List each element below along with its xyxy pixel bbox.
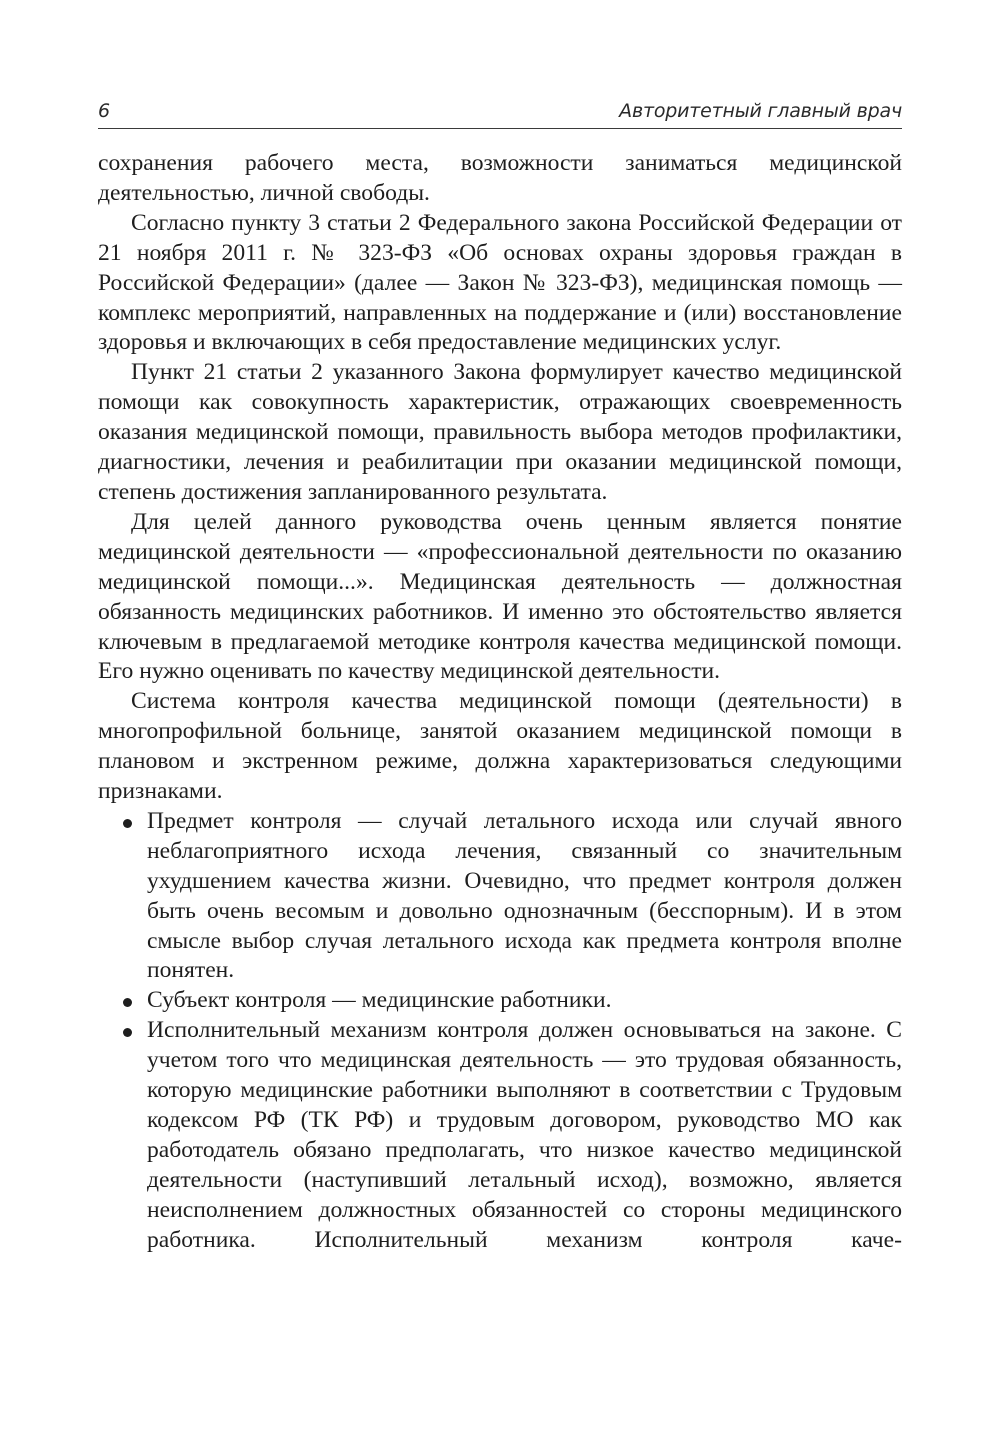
running-title: Авторитетный главный врач (619, 100, 902, 122)
page-number: 6 (98, 100, 110, 122)
paragraph: Пункт 21 статьи 2 указанного Закона формулирует качество медицинской помощи как совокупность характеристик, отражающих своевременность оказания медицинской помощи, правильность выбора методов профилактики, диагностики, лечения и реабилитации при оказании медицинской помощи, степень достижения запланированного результата. (98, 359, 902, 505)
document-page (98, 96, 902, 1256)
list-item-text: Субъект контроля — медицинские работники. (147, 987, 612, 1014)
list-item-text: Исполнительный механизм контроля должен основываться на законе. С учетом того что медицинская деятельность — это трудовая обязанность, которую медицинские работники выполняют в соответствии с Трудовым кодексом РФ (ТК РФ) и трудовым договором, руководство МО как работодатель обязано предполагать, что низкое качество медицинской деятельности (наступивший летальный исход), возможно, является неисполнением должностных обязанностей со стороны медицинского работника. Исполнительный механизм контроля каче- (147, 1017, 902, 1253)
paragraph: Согласно пункту 3 статьи 2 Федерального закона Российской Федерации от 21 ноября 2011 г. № 323-ФЗ «Об основах охраны здоровья граждан в Российской Федерации» (далее — Закон № 323-ФЗ), медицинская помощь — комплекс мероприятий, направленных на поддержание и (или) восстановление здоровья и включающих в себя предоставление медицинских услуг. (98, 209, 902, 356)
running-header (98, 96, 902, 129)
list-item (98, 986, 902, 1016)
bullet-icon (123, 998, 132, 1007)
paragraph: Система контроля качества медицинской помощи (деятельности) в многопрофильной больнице, занятой оказанием медицинской помощи в плановом и экстренном режиме, должна характеризоваться следующими признаками. (98, 688, 902, 805)
list-item (98, 807, 902, 986)
bullet-icon (123, 1028, 132, 1037)
bullet-list (98, 807, 902, 1256)
list-item-text: Предмет контроля — случай летального исхода или случай явного неблагоприятного исхода лечения, связанный со значительным ухудшением качества жизни. Очевидно, что предмет контроля должен быть очень весомым и довольно однозначным (бесспорным). И в этом смысле выбор случая летального исхода как предмета контроля вполне понятен. (147, 807, 902, 984)
paragraph: сохранения рабочего места, возможности заниматься медицинской деятельностью, личной свободы. (98, 150, 902, 206)
paragraph: Для целей данного руководства очень ценным является понятие медицинской деятельности — «профессиональной деятельности по оказанию медицинской помощи...». Медицинская деятельность — должностная обязанность медицинских работников. И именно это обстоятельство является ключевым в предлагаемой методике контроля качества медицинской помощи. Его нужно оценивать по качеству медицинской деятельности. (98, 508, 902, 685)
list-item (98, 1016, 902, 1255)
bullet-icon (123, 819, 132, 828)
page-body (98, 149, 902, 1256)
